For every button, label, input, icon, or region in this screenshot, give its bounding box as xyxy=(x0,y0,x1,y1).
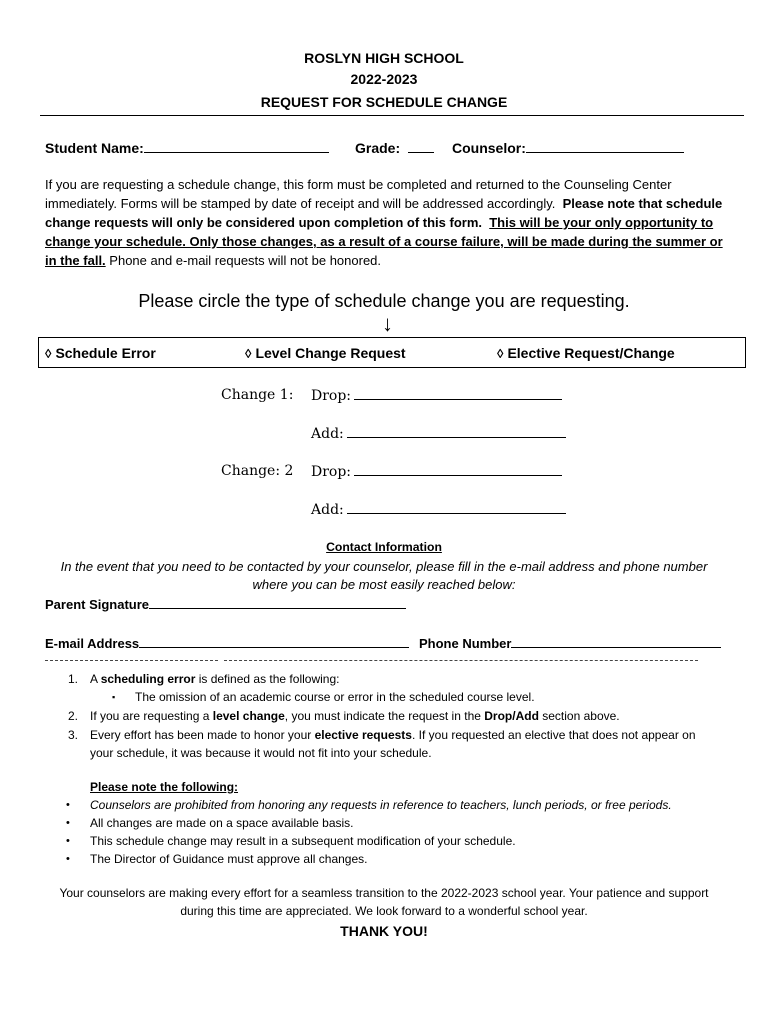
rule-number: 3. xyxy=(68,728,79,742)
note-1: Counselors are prohibited from honoring any requests in reference to teachers, lunch periods, or free periods. xyxy=(90,798,672,812)
dashed-divider-left xyxy=(45,660,218,661)
note-4: The Director of Guidance must approve all changes. xyxy=(90,852,368,866)
change-2-add-line[interactable] xyxy=(347,501,566,514)
option-schedule-error-label: Schedule Error xyxy=(55,345,156,361)
add-label: Add: xyxy=(311,426,344,442)
add-label: Add: xyxy=(311,502,344,518)
notes-list xyxy=(0,796,768,872)
change-2-label: Change: 2 xyxy=(221,463,294,479)
parent-signature-label: Parent Signature xyxy=(45,597,150,612)
contact-instructions-1: In the event that you need to be contacted by your counselor, please fill in the e-mail address and phone number xyxy=(60,559,708,574)
email-label: E-mail Address xyxy=(45,636,140,651)
phone-label: Phone Number xyxy=(419,636,512,651)
note-2: All changes are made on a space available basis. xyxy=(90,816,354,830)
header-divider xyxy=(40,115,744,116)
intro-paragraph xyxy=(45,175,735,270)
arrow-down-icon: ↓ xyxy=(382,311,393,336)
grade-field[interactable] xyxy=(355,140,434,156)
closing-line-1: Your counselors are making every effort for a seamless transition to the 2022-2023 school year. Your patience and support xyxy=(59,886,709,900)
change-1-drop-field[interactable] xyxy=(311,387,562,404)
rule-1-sub: The omission of an academic course or error in the scheduled course level. xyxy=(135,690,535,704)
student-name-field[interactable] xyxy=(45,140,329,156)
change-1-add-line[interactable] xyxy=(347,425,566,438)
rule-3: Every effort has been made to honor your elective requests. If you requested an elective that does not appear on xyxy=(90,728,696,742)
parent-signature-field[interactable] xyxy=(45,596,406,612)
intro-only-opportunity: This will be your only opportunity to change your schedule. Only those changes, as a result of a course failure, will be made during the summer or in the fall. xyxy=(45,215,723,268)
intro-phone-note: Phone and e-mail requests will not be honored. xyxy=(109,253,382,268)
email-field[interactable] xyxy=(45,635,409,651)
contact-heading: Contact Information xyxy=(326,540,442,554)
drop-label: Drop: xyxy=(311,388,352,404)
grade-label: Grade: xyxy=(355,140,401,156)
option-elective-request[interactable] xyxy=(497,345,675,361)
bullet-icon: • xyxy=(66,835,70,847)
counselor-label: Counselor: xyxy=(452,140,526,156)
note-3: This schedule change may result in a subsequent modification of your schedule. xyxy=(90,834,516,848)
thank-you: THANK YOU! xyxy=(340,923,428,939)
change-1-label: Change 1: xyxy=(221,387,294,403)
parent-signature-line[interactable] xyxy=(149,596,406,609)
bullet-icon: • xyxy=(66,817,70,829)
change-2-drop-line[interactable] xyxy=(354,463,562,476)
school-year: 2022-2023 xyxy=(350,71,418,87)
rule-number: 2. xyxy=(68,709,79,723)
diamond-icon: ◊ xyxy=(245,346,252,361)
change-1-add-field[interactable] xyxy=(311,425,566,442)
contact-instructions-2: where you can be most easily reached below: xyxy=(252,577,516,592)
change-2-drop-field[interactable] xyxy=(311,463,562,480)
rules-list xyxy=(0,670,768,770)
closing-line-2: during this time are appreciated. We look forward to a wonderful school year. xyxy=(180,904,588,918)
circle-prompt: Please circle the type of schedule change you are requesting. xyxy=(138,291,630,311)
phone-line[interactable] xyxy=(511,635,721,648)
square-bullet-icon: ▪ xyxy=(112,692,116,702)
notes-heading: Please note the following: xyxy=(90,780,239,794)
school-name: ROSLYN HIGH SCHOOL xyxy=(304,50,464,66)
rule-2: If you are requesting a level change, you must indicate the request in the Drop/Add section above. xyxy=(90,709,620,723)
rule-1: A scheduling error is defined as the following: xyxy=(90,672,340,686)
email-line[interactable] xyxy=(139,635,409,648)
rule-number: 1. xyxy=(68,672,79,686)
rule-3-cont: your schedule, it was because it would not fit into your schedule. xyxy=(90,746,432,760)
change-1-drop-line[interactable] xyxy=(354,387,562,400)
change-2-add-field[interactable] xyxy=(311,501,566,518)
intro-text: If you are requesting a schedule change, this form must be completed and returned to the Counseling Center immediately. Forms will be stamped by date of receipt and will be addressed accordingly. xyxy=(45,177,672,211)
bullet-icon: • xyxy=(66,853,70,865)
student-name-line[interactable] xyxy=(144,140,329,153)
phone-field[interactable] xyxy=(419,635,721,651)
drop-label: Drop: xyxy=(311,464,352,480)
option-elective-request-label: Elective Request/Change xyxy=(507,345,675,361)
form-title: REQUEST FOR SCHEDULE CHANGE xyxy=(260,94,508,110)
option-schedule-error[interactable] xyxy=(45,345,156,361)
option-level-change[interactable] xyxy=(245,345,406,361)
diamond-icon: ◊ xyxy=(497,346,504,361)
counselor-field[interactable] xyxy=(452,140,684,156)
counselor-line[interactable] xyxy=(526,140,684,153)
option-level-change-label: Level Change Request xyxy=(255,345,406,361)
diamond-icon: ◊ xyxy=(45,346,52,361)
student-name-label: Student Name: xyxy=(45,140,144,156)
dashed-divider-right xyxy=(224,660,698,661)
bullet-icon: • xyxy=(66,799,70,811)
intro-bold-note: Please note that schedule change requests will only be considered upon completion of this form. xyxy=(45,196,723,230)
grade-line[interactable] xyxy=(408,140,434,153)
